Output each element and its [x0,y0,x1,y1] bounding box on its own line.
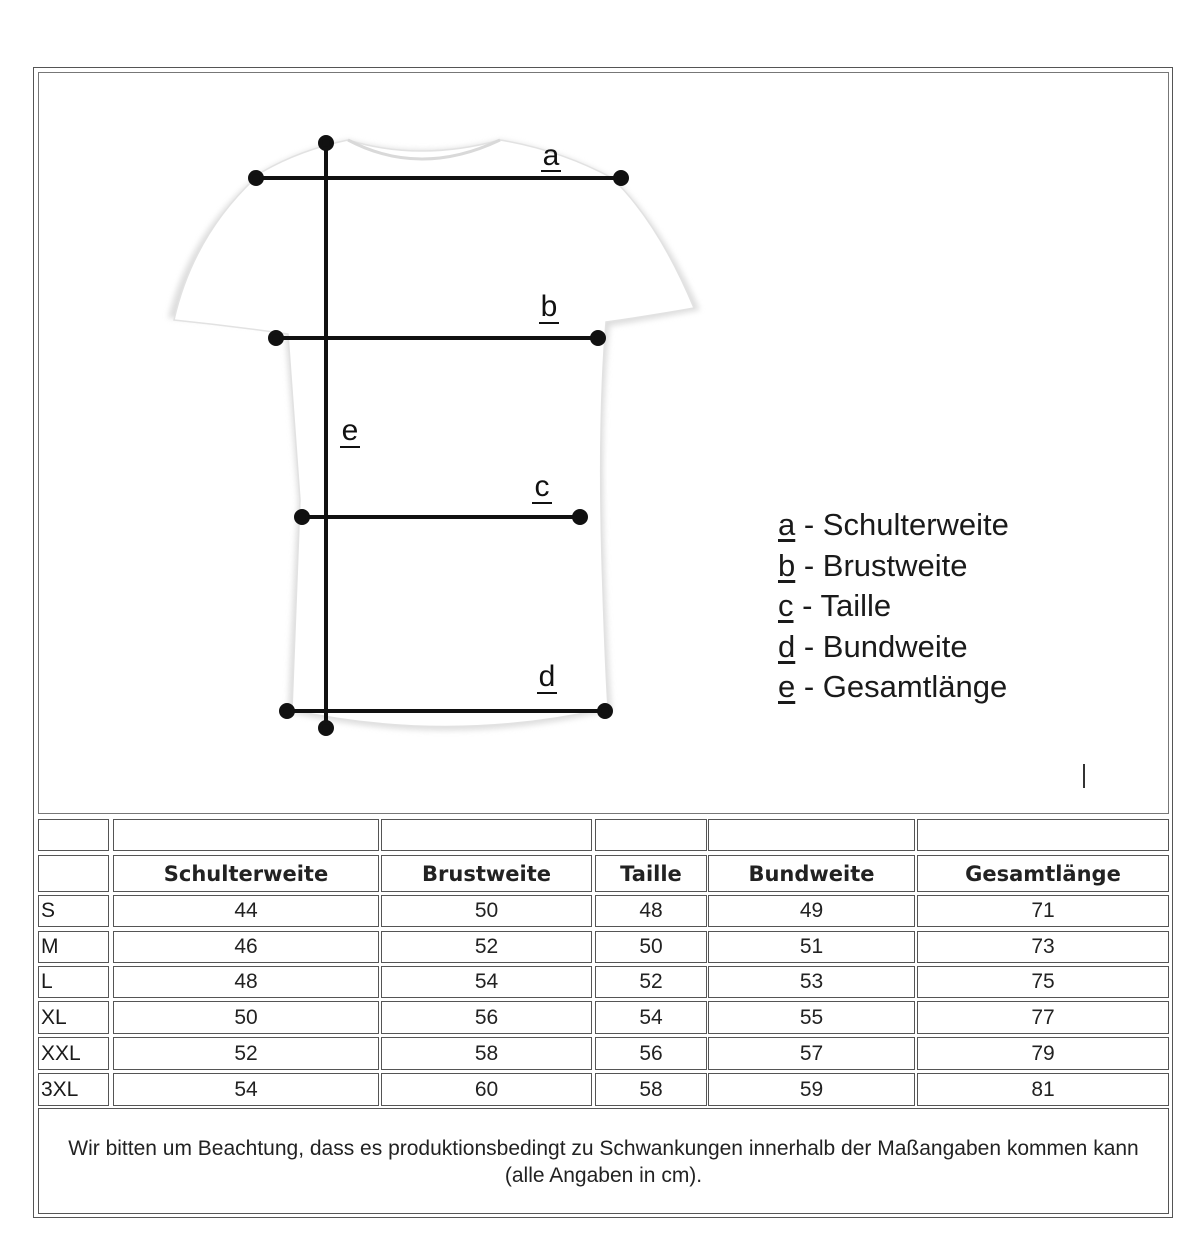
table-cell-schulterweite: 46 [113,931,379,963]
table-cell-taille: 52 [595,966,707,998]
table-spacer-cell [595,819,707,851]
table-cell-brustweite: 52 [381,931,592,963]
legend-key: d [778,628,796,664]
table-header-bundweite: Bundweite [708,855,915,892]
legend-key: c [778,588,794,623]
table-cell-taille: 54 [595,1001,707,1034]
table-cell-gesamtlaenge: 71 [917,895,1169,927]
label-b: b [540,290,558,323]
table-cell-taille: 58 [595,1073,707,1106]
table-size-cell: M [38,931,109,963]
table-cell-gesamtlaenge: 79 [917,1037,1169,1070]
table-spacer-cell [113,819,379,851]
legend-text: - Bundweite [795,628,968,664]
legend-text: - Taille [793,588,892,623]
table-spacer-cell [708,819,915,851]
legend-row-b [778,546,1009,587]
table-cell-bundweite: 51 [708,931,915,963]
table-header-corner [38,855,109,892]
table-cell-bundweite: 53 [708,966,915,998]
table-cell-brustweite: 50 [381,895,592,927]
table-cell-brustweite: 54 [381,966,592,998]
text-cursor [1083,764,1085,788]
table-cell-schulterweite: 54 [113,1073,379,1106]
legend-row-d [778,627,1009,668]
table-spacer-cell [917,819,1169,851]
legend-row-e [778,667,1009,708]
legend-text: - Brustweite [795,547,968,583]
table-header-brustweite: Brustweite [381,855,592,892]
table-cell-gesamtlaenge: 75 [917,966,1169,998]
table-cell-bundweite: 59 [708,1073,915,1106]
label-d: d [538,660,556,693]
table-cell-gesamtlaenge: 77 [917,1001,1169,1034]
table-cell-taille: 50 [595,931,707,963]
table-cell-taille: 56 [595,1037,707,1070]
disclaimer-note: Wir bitten um Beachtung, dass es produktionsbedingt zu Schwankungen innerhalb der Maßangaben kommen kann (alle Angaben in cm). [38,1108,1169,1214]
legend-row-c [778,586,1009,627]
table-cell-schulterweite: 48 [113,966,379,998]
legend-key: e [778,669,796,704]
table-cell-bundweite: 55 [708,1001,915,1034]
table-cell-brustweite: 58 [381,1037,592,1070]
table-spacer-cell [381,819,592,851]
tshirt-diagram [150,110,750,770]
label-e: e [341,414,359,447]
label-c: c [534,470,550,503]
table-cell-brustweite: 56 [381,1001,592,1034]
table-cell-schulterweite: 52 [113,1037,379,1070]
table-size-cell: 3XL [38,1073,109,1106]
measurement-legend [778,505,1009,708]
table-cell-bundweite: 49 [708,895,915,927]
table-size-cell: XL [38,1001,109,1034]
table-size-cell: XXL [38,1037,109,1070]
legend-key: a [778,507,796,542]
legend-key: b [778,547,796,583]
table-header-taille: Taille [595,855,707,892]
legend-text: - Schulterweite [795,507,1009,542]
table-cell-bundweite: 57 [708,1037,915,1070]
table-cell-brustweite: 60 [381,1073,592,1106]
table-header-schulterweite: Schulterweite [113,855,379,892]
table-cell-schulterweite: 50 [113,1001,379,1034]
table-cell-taille: 48 [595,895,707,927]
table-cell-gesamtlaenge: 81 [917,1073,1169,1106]
table-size-cell: S [38,895,109,927]
legend-row-a [778,505,1009,546]
table-header-gesamtlaenge: Gesamtlänge [917,855,1169,892]
label-a: a [542,139,560,172]
table-cell-schulterweite: 44 [113,895,379,927]
legend-text: - Gesamtlänge [795,669,1008,704]
table-spacer-cell [38,819,109,851]
tshirt-body [174,140,694,727]
table-size-cell: L [38,966,109,998]
table-cell-gesamtlaenge: 73 [917,931,1169,963]
